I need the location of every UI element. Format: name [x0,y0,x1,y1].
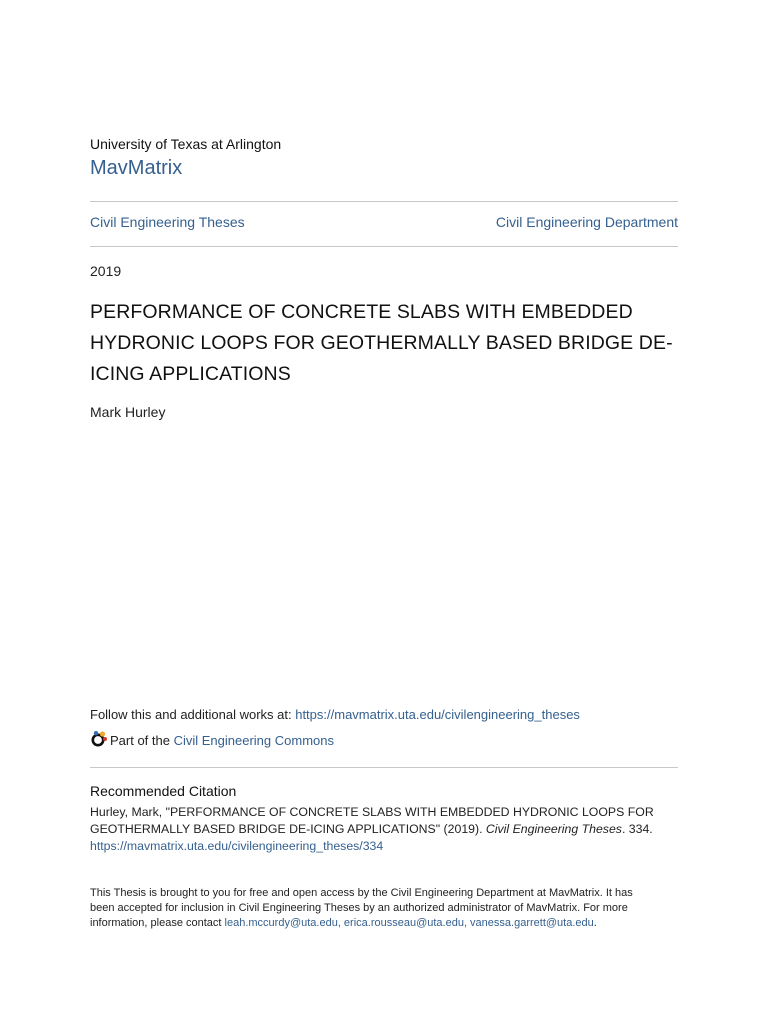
access-notice [90,886,678,931]
commons-link[interactable]: Civil Engineering Commons [173,733,334,748]
notice-line: been accepted for inclusion in Civil Engineering Theses by an authorized administrator of MavMatrix. For more [90,902,628,914]
notice-line: This Thesis is brought to you for free and open access by the Civil Engineering Department at MavMatrix. It has [90,887,633,899]
part-of-prefix: Part of the [110,733,174,748]
contact-emails-link[interactable]: leah.mccurdy@uta.edu, erica.rousseau@uta.edu, vanessa.garrett@uta.edu [224,917,594,929]
citation-series: Civil Engineering Theses [485,822,622,836]
collection-url-link[interactable]: https://mavmatrix.uta.edu/civilengineering_theses [295,707,580,722]
institution-name: University of Texas at Arlington [90,136,282,152]
repository-link[interactable]: MavMatrix [90,157,183,179]
divider-top [90,201,678,202]
citation-url-link[interactable]: https://mavmatrix.uta.edu/civilengineering_theses/334 [90,839,384,853]
notice-suffix: . [593,917,597,929]
follow-prefix: Follow this and additional works at: [90,707,296,722]
document-title [90,297,678,390]
citation-line: Hurley, Mark, "PERFORMANCE OF CONCRETE SLABS WITH EMBEDDED HYDRONIC LOOPS FOR [90,805,654,819]
recommended-citation-heading: Recommended Citation [90,783,237,799]
divider-citation [90,767,678,768]
title-line: HYDRONIC LOOPS FOR GEOTHERMALLY BASED BRIDGE DE- [90,332,673,354]
citation-text: GEOTHERMALLY BASED BRIDGE DE-ICING APPLICATIONS" (2019). [90,822,486,836]
network-commons-icon [90,730,108,748]
citation-block [90,804,678,855]
title-line: ICING APPLICATIONS [90,363,291,385]
publication-year: 2019 [90,263,122,279]
title-line: PERFORMANCE OF CONCRETE SLABS WITH EMBEDDED [90,301,633,323]
notice-prefix: information, please contact [90,917,225,929]
department-link[interactable]: Civil Engineering Department [495,214,678,230]
citation-number: . 334. [621,822,653,836]
cover-page [90,0,678,1024]
citation-line [90,821,678,838]
series-link[interactable]: Civil Engineering Theses [90,214,245,230]
author-name: Mark Hurley [90,404,166,420]
divider-nav [90,246,678,247]
part-of-line [90,729,334,748]
notice-line [90,916,678,931]
follow-line [90,707,580,722]
